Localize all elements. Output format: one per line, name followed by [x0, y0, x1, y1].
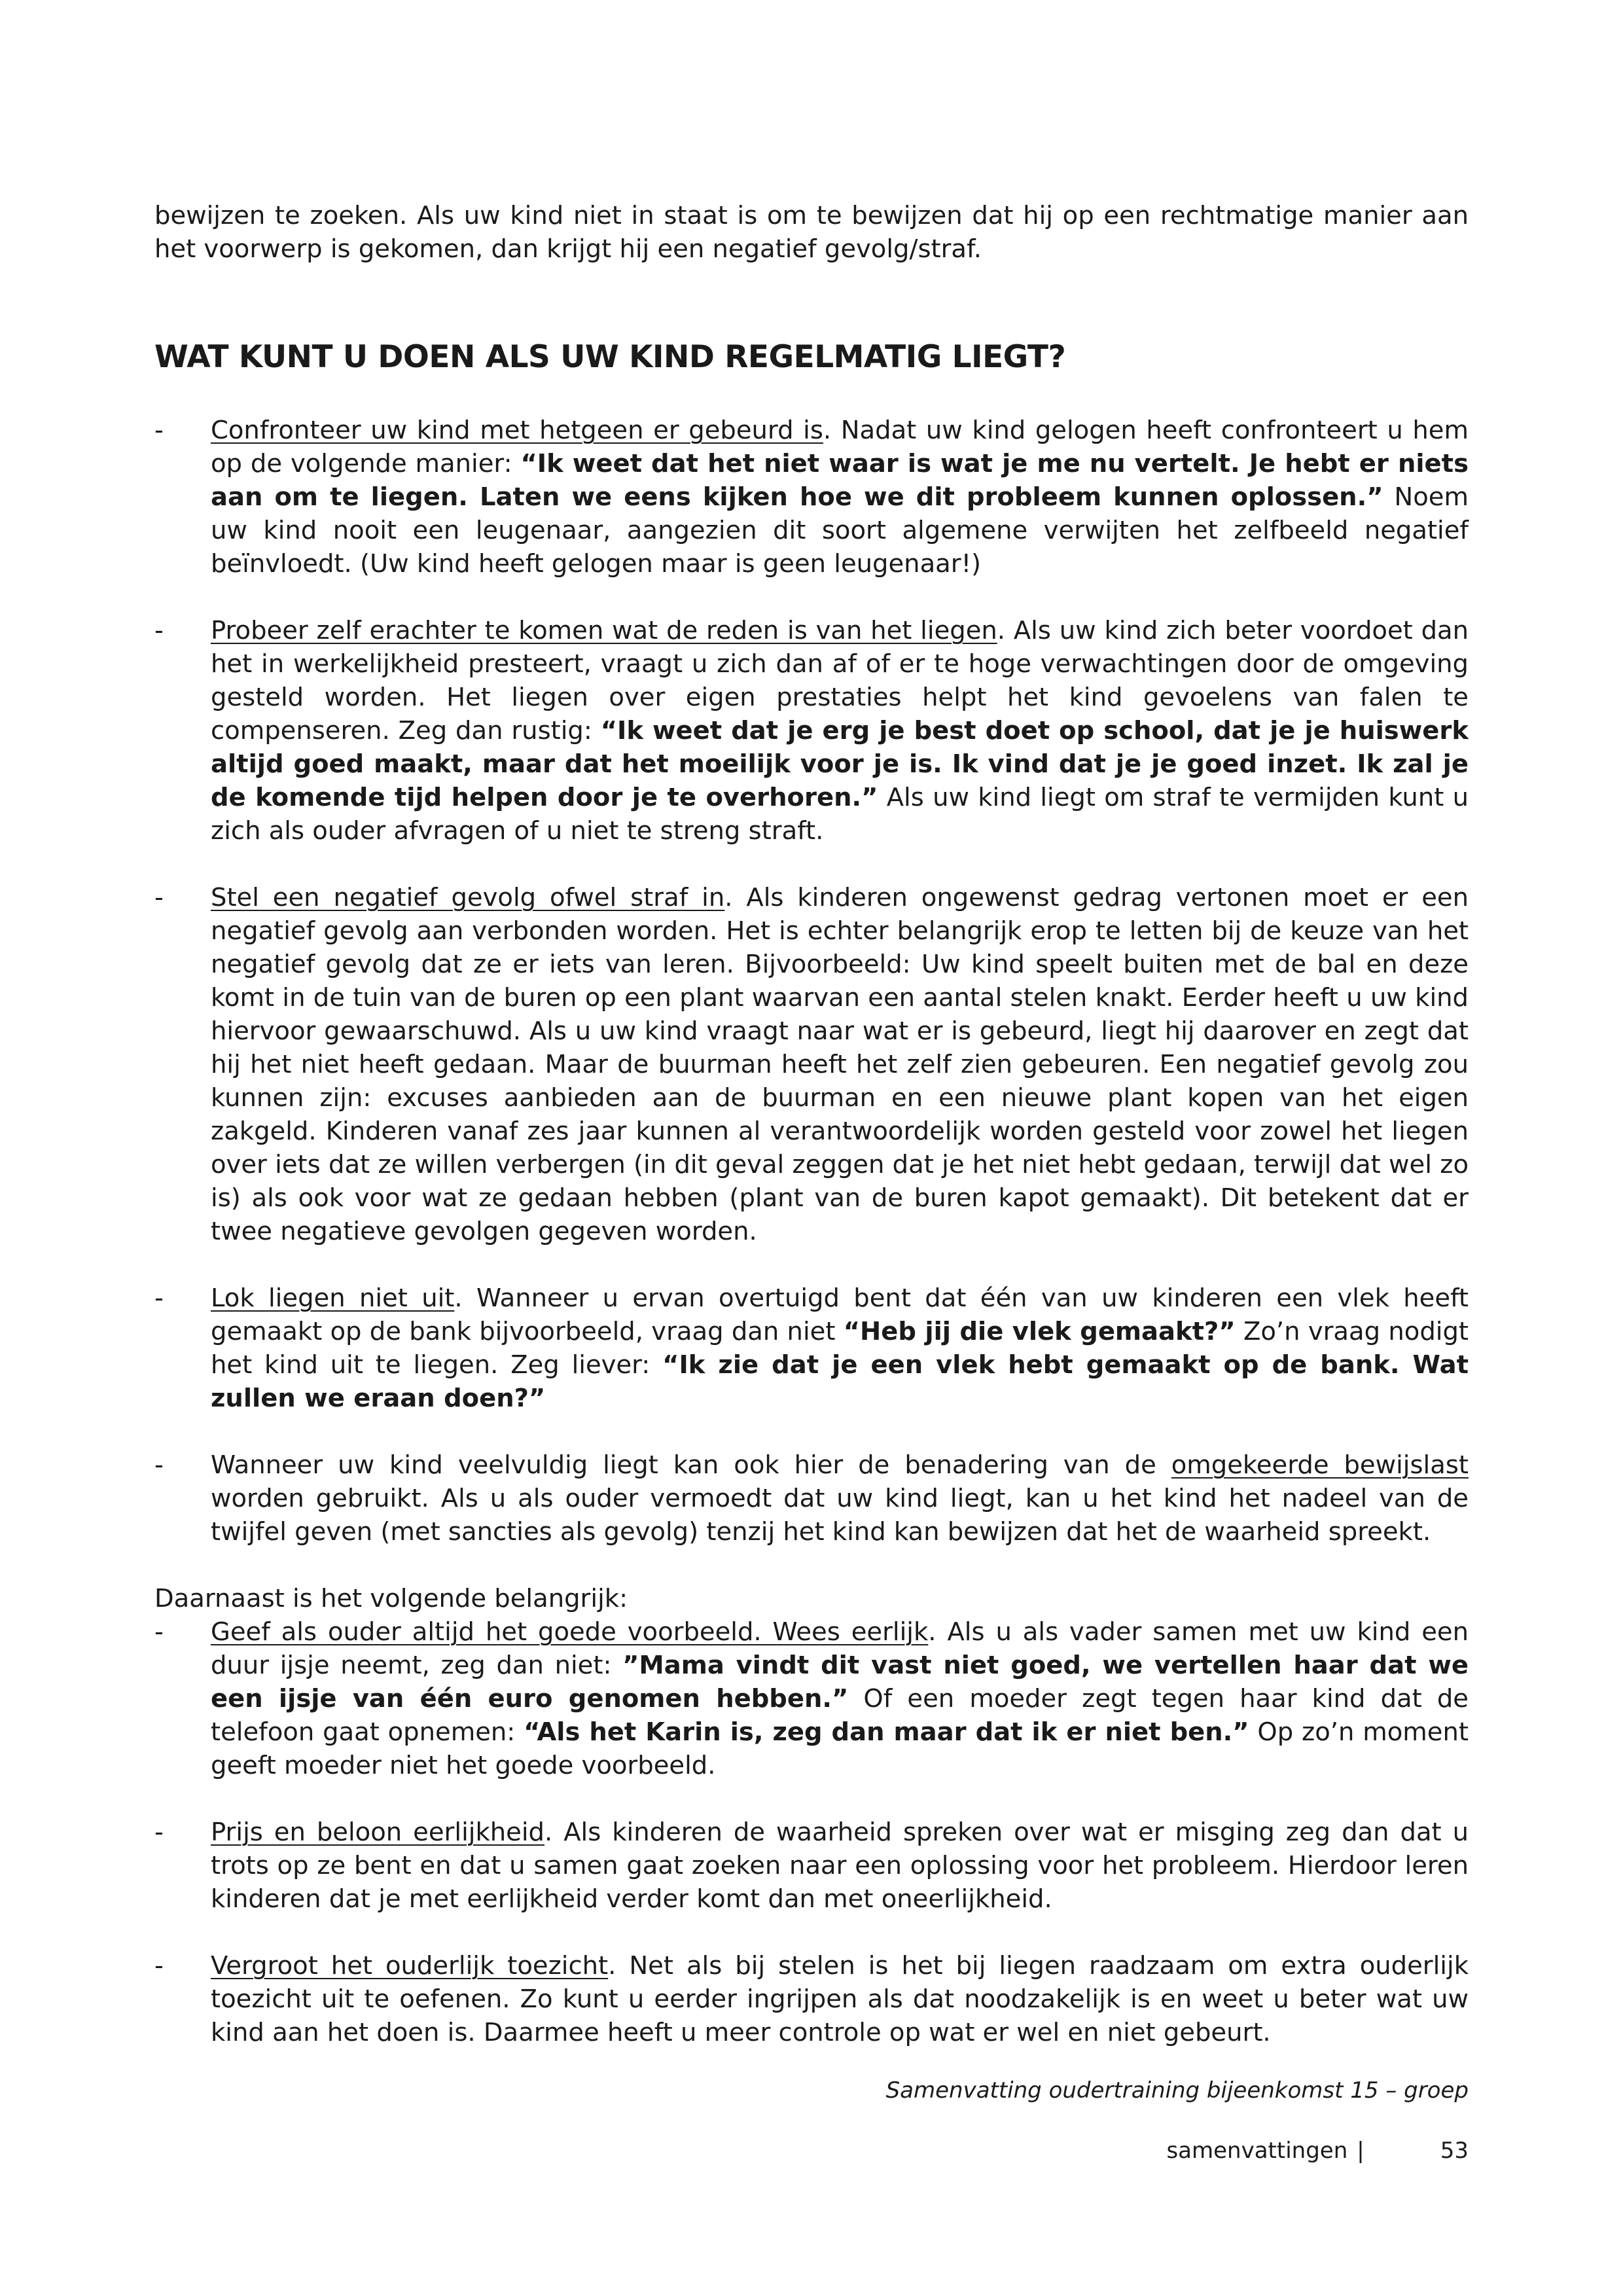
footer-pagination — [1166, 2136, 1469, 2165]
tip-title: Vergroot het ouderlijk toezicht — [211, 1951, 609, 1981]
list-marker: - — [154, 616, 164, 645]
section-heading: WAT KUNT U DOEN ALS UW KIND REGELMATIG LIEGT? — [154, 339, 1066, 375]
list-marker: - — [154, 883, 164, 912]
tip-title: Probeer zelf erachter te komen wat de reden is van het liegen — [211, 616, 997, 645]
footer-title: Samenvatting oudertraining bijeenkomst 15 – groep — [885, 2077, 1469, 2104]
tip-title: Lok liegen niet uit — [211, 1283, 455, 1313]
quote: “Ik weet dat het niet waar is wat je me nu vertelt. Je hebt er niets aan om te liegen. Laten we eens kijken hoe we dit probleem kunnen oplossen.” — [211, 449, 1469, 512]
extra-tips-list — [154, 1615, 1469, 2049]
list-marker: - — [154, 1818, 164, 1847]
list-item: - Lok liegen niet uit. Wanneer u ervan overtuigd bent dat één van uw kinderen een vlek heeft gemaakt op de bank bijvoorbeeld, vraag dan niet “Heb jij die vlek gemaakt?” Zo’n vraag nodigt het kind uit te liegen. Zeg liever: “Ik zie dat je een vlek hebt gemaakt op de bank. Wat zullen we eraan doen?” — [154, 1282, 1469, 1415]
list-marker: - — [154, 416, 164, 445]
footer-section: samenvattingen — [1166, 2138, 1348, 2164]
list-marker: - — [154, 1283, 164, 1313]
tip-title: Stel een negatief gevolg ofwel straf in — [211, 883, 725, 912]
list-marker: - — [154, 1617, 164, 1647]
quote: “Als het Karin is, zeg dan maar dat ik er niet ben.” — [524, 1717, 1249, 1747]
quote: “Heb jij die vlek gemaakt?” — [843, 1317, 1236, 1346]
list-item: - Geef als ouder altijd het goede voorbeeld. Wees eerlijk. Als u als vader samen met uw kind een duur ijsje neemt, zeg dan niet: ”Mama vindt dit vast niet goed, we vertellen haar dat we een ijsje van één euro genomen hebben.” Of een moeder zegt tegen haar kind dat de telefoon gaat opnemen: “Als het Karin is, zeg dan maar dat ik er niet ben.” Op zo’n moment geeft moeder niet het goede voorbeeld. — [154, 1615, 1469, 1782]
list-marker: - — [154, 1951, 164, 1981]
tips-list — [154, 414, 1469, 1549]
quote: “Ik weet dat je erg je best doet op school, dat je je huiswerk altijd goed maakt, maar dat het moeilijk voor je is. Ik vind dat je je goed inzet. Ik zal je de komende tijd helpen door je te overhoren.” — [211, 716, 1469, 812]
list-item: - Prijs en beloon eerlijkheid. Als kinderen de waarheid spreken over wat er misging zeg dan dat u trots op ze bent en dat u samen gaat zoeken naar een oplossing voor het probleem. Hierdoor leren kinderen dat je met eerlijkheid verder komt dan met oneerlijkheid. — [154, 1816, 1469, 1916]
quote: “Ik zie dat je een vlek hebt gemaakt op de bank. Wat zullen we eraan doen?” — [211, 1350, 1469, 1413]
list-item: - Vergroot het ouderlijk toezicht. Net als bij stelen is het bij liegen raadzaam om extra ouderlijk toezicht uit te oefenen. Zo kunt u eerder ingrijpen als dat noodzakelijk is en weet u beter wat uw kind aan het doen is. Daarmee heeft u meer controle op wat er wel en niet gebeurt. — [154, 1949, 1469, 2049]
lead-text: Daarnaast is het volgende belangrijk: — [154, 1584, 628, 1613]
tip-title: Prijs en beloon eerlijkheid — [211, 1818, 544, 1847]
document-page — [154, 199, 1469, 2083]
tip-title: Confronteer uw kind met hetgeen er gebeurd is — [211, 416, 823, 445]
list-item: - Wanneer uw kind veelvuldig liegt kan ook hier de benadering van de omgekeerde bewijslast worden gebruikt. Als u als ouder vermoedt dat uw kind liegt, kan u het kind het nadeel van de twijfel geven (met sancties als gevolg) tenzij het kind kan bewijzen dat het de waarheid spreekt. — [154, 1448, 1469, 1549]
quote: ”Mama vindt dit vast niet goed, we vertellen haar dat we een ijsje van één euro genomen hebben.” — [211, 1651, 1469, 1713]
intro-paragraph: bewijzen te zoeken. Als uw kind niet in staat is om te bewijzen dat hij op een rechtmatige manier aan het voorwerp is gekomen, dan krijgt hij een negatief gevolg/straf. — [154, 201, 1469, 264]
footer-separator: | — [1357, 2138, 1364, 2164]
page-number: 53 — [1440, 2138, 1469, 2164]
list-item: - Confronteer uw kind met hetgeen er gebeurd is. Nadat uw kind gelogen heeft confronteert u hem op de volgende manier: “Ik weet dat het niet waar is wat je me nu vertelt. Je hebt er niets aan om te liegen. Laten we eens kijken hoe we dit probleem kunnen oplossen.” Noem uw kind nooit een leugenaar, aangezien dit soort algemene verwijten het zelfbeeld negatief beïnvloedt. (Uw kind heeft gelogen maar is geen leugenaar!) — [154, 414, 1469, 581]
tip-title: omgekeerde bewijslast — [1171, 1450, 1469, 1480]
list-item: - Probeer zelf erachter te komen wat de reden is van het liegen. Als uw kind zich beter voordoet dan het in werkelijkheid presteert, vraagt u zich dan af of er te hoge verwachtingen door de omgeving gesteld worden. Het liegen over eigen prestaties helpt het kind gevoelens van falen te compenseren. Zeg dan rustig: “Ik weet dat je erg je best doet op school, dat je je huiswerk altijd goed maakt, maar dat het moeilijk voor je is. Ik vind dat je je goed inzet. Ik zal je de komende tijd helpen door je te overhoren.” Als uw kind liegt om straf te vermijden kunt u zich als ouder afvragen of u niet te streng straft. — [154, 614, 1469, 848]
tip-title: Geef als ouder altijd het goede voorbeeld. Wees eerlijk — [211, 1617, 929, 1647]
list-item: - Stel een negatief gevolg ofwel straf in. Als kinderen ongewenst gedrag vertonen moet er een negatief gevolg aan verbonden worden. Het is echter belangrijk erop te letten bij de keuze van het negatief gevolg dat ze er iets van leren. Bijvoorbeeld: Uw kind speelt buiten met de bal en deze komt in de tuin van de buren op een plant waarvan een aantal stelen knakt. Eerder heeft u uw kind hiervoor gewaarschuwd. Als u uw kind vraagt naar wat er is gebeurd, liegt hij daarover en zegt dat hij het niet heeft gedaan. Maar de buurman heeft het zelf zien gebeuren. Een negatief gevolg zou kunnen zijn: excuses aanbieden aan de buurman en een nieuwe plant kopen van het eigen zakgeld. Kinderen vanaf zes jaar kunnen al verantwoordelijk worden gesteld voor zowel het liegen over iets dat ze willen verbergen (in dit geval zeggen dat je het niet hebt gedaan, terwijl dat wel zo is) als ook voor wat ze gedaan hebben (plant van de buren kapot gemaakt). Dit betekent dat er twee negatieve gevolgen gegeven worden. — [154, 881, 1469, 1248]
list-marker: - — [154, 1450, 164, 1480]
